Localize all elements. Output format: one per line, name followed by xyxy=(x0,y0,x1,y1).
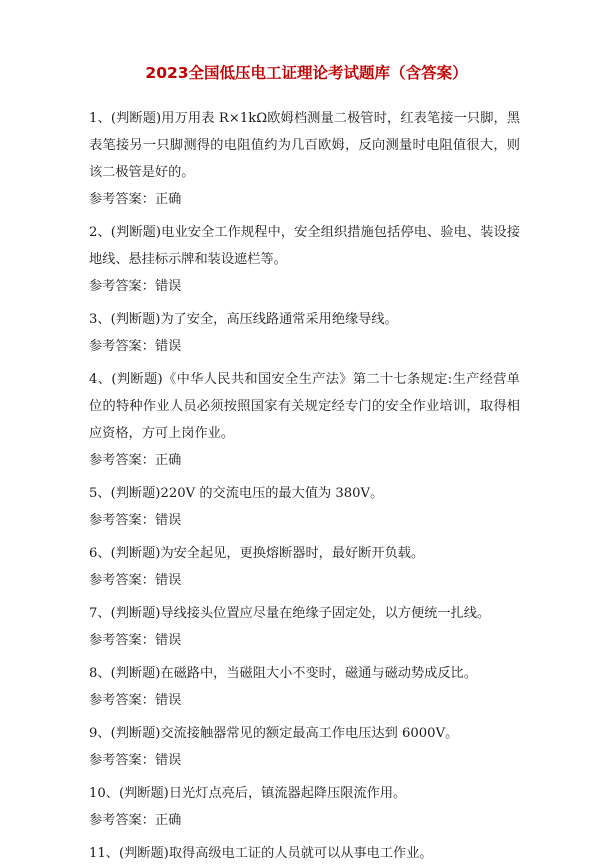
question-number: 6、 xyxy=(89,546,111,561)
question-text: 取得高级电工证的人员就可以从事电工作业。 xyxy=(168,846,433,861)
question-type: (判断题) xyxy=(110,225,162,240)
answer-label: 参考答案： xyxy=(89,813,155,828)
question-item xyxy=(89,600,520,627)
question-item xyxy=(89,540,520,567)
question-number: 10、 xyxy=(89,786,119,801)
question-text: 在磁路中，当磁阻大小不变时，磁通与磁动势成反比。 xyxy=(160,666,477,681)
question-number: 1、 xyxy=(89,111,111,126)
question-item xyxy=(89,720,520,747)
question-number: 2、 xyxy=(89,225,111,240)
question-type: (判断题) xyxy=(110,726,161,741)
question-number: 9、 xyxy=(89,726,111,741)
answer-line xyxy=(89,747,520,774)
question-type: (判断题) xyxy=(110,486,161,501)
question-type: (判断题) xyxy=(110,111,162,126)
answer-line xyxy=(89,687,520,714)
answer-line xyxy=(89,186,520,213)
answer-value: 错误 xyxy=(154,573,182,588)
answer-label: 参考答案： xyxy=(89,573,155,588)
question-number: 5、 xyxy=(89,486,111,501)
question-type: (判断题) xyxy=(111,372,163,387)
question-text: 《中华人民共和国安全生产法》第二十七条规定:生产经营单位的特种作业人员必须按照国家有关规定经专门的安全作业培训，取得相应资格，方可上岗作业。 xyxy=(89,372,520,441)
answer-label: 参考答案： xyxy=(89,279,155,294)
question-text: 为了安全，高压线路通常采用绝缘导线。 xyxy=(160,312,398,327)
answer-line xyxy=(89,807,520,834)
answer-value: 错误 xyxy=(154,633,182,648)
question-text: 220V 的交流电压的最大值为 380V。 xyxy=(160,486,384,501)
question-text: 为安全起见，更换熔断器时，最好断开负载。 xyxy=(160,546,425,561)
answer-value: 错误 xyxy=(154,279,182,294)
question-number: 4、 xyxy=(89,372,112,387)
answer-label: 参考答案： xyxy=(89,633,155,648)
answer-value: 错误 xyxy=(154,693,182,708)
question-item xyxy=(89,306,520,333)
question-type: (判断题) xyxy=(118,846,169,861)
answer-value: 错误 xyxy=(154,753,182,768)
answer-line xyxy=(89,273,520,300)
question-type: (判断题) xyxy=(110,606,161,621)
answer-line xyxy=(89,447,520,474)
answer-line xyxy=(89,507,520,534)
question-number: 3、 xyxy=(89,312,111,327)
answer-value: 错误 xyxy=(154,339,182,354)
answer-label: 参考答案： xyxy=(89,753,155,768)
answer-label: 参考答案： xyxy=(89,453,155,468)
answer-label: 参考答案： xyxy=(89,339,155,354)
answer-label: 参考答案： xyxy=(89,192,155,207)
question-text: 用万用表 R×1kΩ欧姆档测量二极管时，红表笔接一只脚，黑表笔接另一只脚测得的电阻值约为几百欧姆，反向测量时电阻值很大，则该二极管是好的。 xyxy=(89,111,521,180)
question-type: (判断题) xyxy=(118,786,169,801)
question-item xyxy=(89,840,520,867)
question-text: 交流接触器常见的额定最高工作电压达到 6000V。 xyxy=(160,726,459,741)
answer-line xyxy=(89,567,520,594)
answer-line xyxy=(89,333,520,360)
answer-value: 正确 xyxy=(154,453,182,468)
answer-label: 参考答案： xyxy=(89,513,155,528)
document-title: 2023全国低压电工证理论考试题库（含答案） xyxy=(145,64,468,82)
question-item xyxy=(89,780,520,807)
question-list xyxy=(89,105,520,867)
question-text: 导线接头位置应尽量在绝缘子固定处，以方便统一扎线。 xyxy=(160,606,491,621)
question-item xyxy=(89,660,520,687)
question-number: 7、 xyxy=(89,606,111,621)
question-text: 日光灯点亮后，镇流器起降压限流作用。 xyxy=(168,786,407,801)
question-number: 11、 xyxy=(89,846,119,861)
question-item xyxy=(89,219,520,273)
answer-value: 正确 xyxy=(154,192,182,207)
answer-line xyxy=(89,627,520,654)
question-type: (判断题) xyxy=(110,666,161,681)
question-item xyxy=(89,105,520,186)
question-item xyxy=(89,480,520,507)
answer-value: 正确 xyxy=(154,813,182,828)
question-type: (判断题) xyxy=(110,312,161,327)
question-text: 电业安全工作规程中，安全组织措施包括停电、验电、装设接地线、悬挂标示牌和装设遮栏等。 xyxy=(89,225,521,267)
question-type: (判断题) xyxy=(110,546,161,561)
answer-label: 参考答案： xyxy=(89,693,155,708)
question-item xyxy=(89,366,520,447)
question-number: 8、 xyxy=(89,666,111,681)
answer-value: 错误 xyxy=(154,513,182,528)
